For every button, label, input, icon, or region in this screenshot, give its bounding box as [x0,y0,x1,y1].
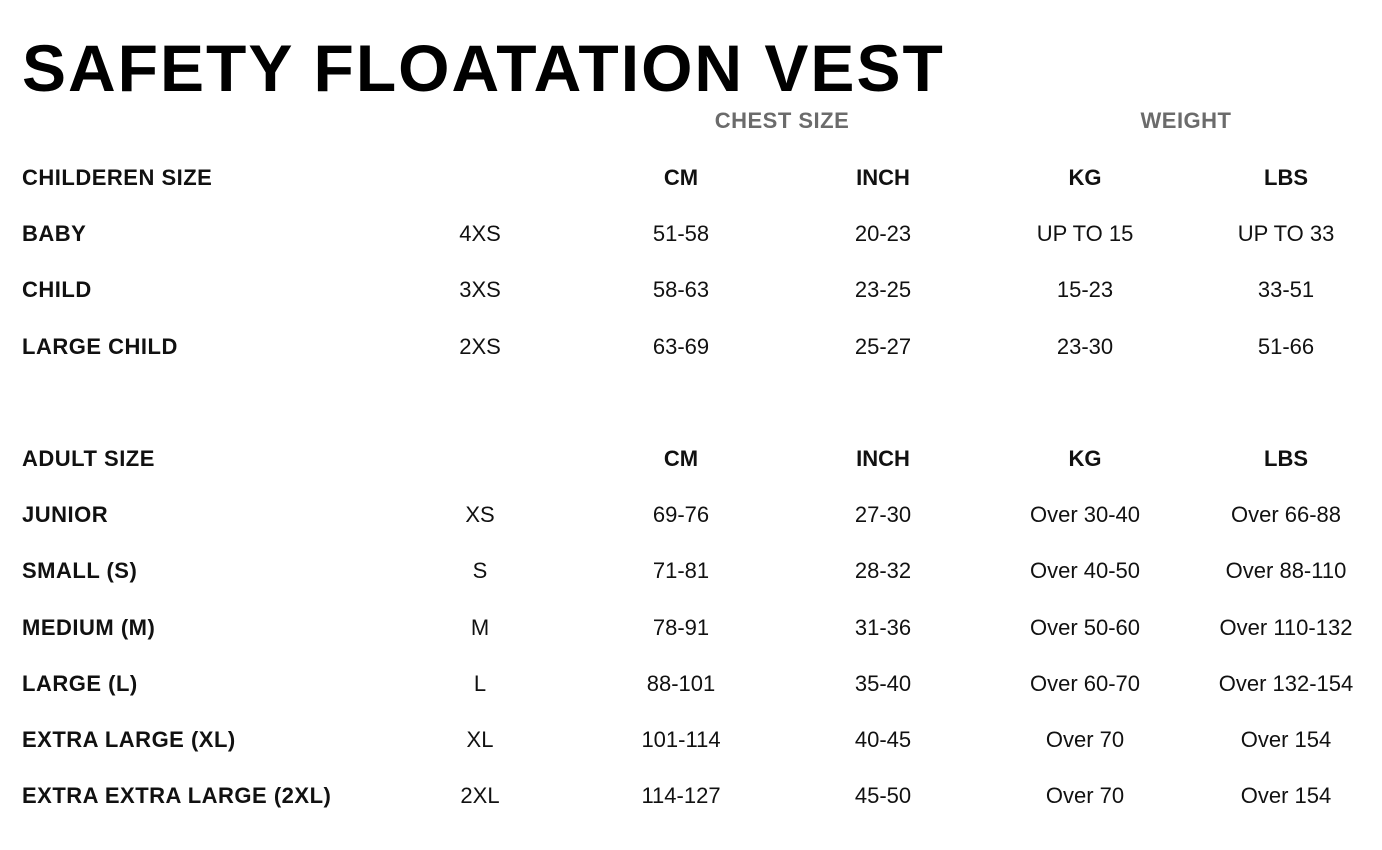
cell-size-code: 4XS [459,221,501,247]
table-header-row [0,150,1382,206]
header-chest-inch: INCH [856,446,910,471]
table-row [0,656,1382,712]
cell-chest-inch: 20-23 [854,221,912,247]
cell-size-code: 3XS [459,277,501,303]
cell-chest-cm: 88-101 [646,670,716,696]
header-size-name: ADULT SIZE [22,446,155,471]
cell-size-code: S [472,558,488,584]
cell-size-name: BABY [22,221,87,247]
cell-size-name: LARGE CHILD [22,333,178,359]
header-weight-kg: KG [1068,446,1102,471]
cell-chest-inch: 27-30 [854,502,912,528]
cell-size-code: 2XL [460,783,500,809]
cell-chest-cm: 114-127 [641,783,721,809]
cell-size-code: M [470,614,490,640]
cell-chest-cm: 51-58 [652,221,710,247]
cell-weight-kg: Over 40-50 [1029,558,1141,584]
cell-size-name: EXTRA EXTRA LARGE (2XL) [22,783,332,809]
cell-chest-cm: 63-69 [652,333,710,359]
cell-size-code: XS [465,502,495,528]
page-title: SAFETY FLOATATION VEST [22,31,945,105]
cell-size-name: JUNIOR [22,502,109,528]
table-row [0,600,1382,656]
cell-chest-inch: 23-25 [854,277,912,303]
cell-weight-lbs: UP TO 33 [1237,221,1335,247]
cell-chest-inch: 35-40 [854,670,912,696]
cell-weight-kg: Over 60-70 [1029,670,1141,696]
cell-weight-kg: 15-23 [1056,277,1114,303]
header-chest-cm: CM [663,446,699,471]
cell-weight-lbs: 33-51 [1257,277,1315,303]
cell-weight-lbs: Over 154 [1240,783,1332,809]
cell-chest-inch: 25-27 [854,333,912,359]
table-row [0,487,1382,543]
cell-weight-lbs: Over 110-132 [1219,614,1353,640]
cell-chest-cm: 78-91 [652,614,710,640]
cell-weight-kg: Over 30-40 [1029,502,1141,528]
header-chest-inch: INCH [856,165,910,190]
cell-size-name: LARGE (L) [22,670,138,696]
cell-weight-lbs: Over 154 [1240,727,1332,752]
cell-weight-kg: Over 70 [1045,727,1125,752]
header-size-name: CHILDEREN SIZE [22,165,213,190]
cell-chest-cm: 58-63 [652,277,710,303]
table-header-row [0,431,1382,487]
weight-group-header: WEIGHT [1140,108,1232,133]
table-row [0,262,1382,318]
cell-chest-cm: 69-76 [652,502,710,528]
cell-size-name: MEDIUM (M) [22,614,156,640]
table-row [0,543,1382,599]
cell-weight-lbs: Over 66-88 [1230,502,1342,528]
header-weight-kg: KG [1068,165,1102,190]
table-row [0,319,1382,375]
cell-weight-kg: Over 70 [1045,783,1125,809]
cell-weight-kg: Over 50-60 [1029,614,1141,640]
cell-chest-cm: 101-114 [641,727,721,752]
cell-chest-inch: 31-36 [854,614,912,640]
cell-size-code: L [473,670,487,696]
cell-chest-inch: 28-32 [854,558,912,584]
header-weight-lbs: LBS [1264,165,1308,190]
cell-size-code: XL [466,727,494,752]
cell-size-name: CHILD [22,277,92,303]
table-row [0,712,1382,768]
chest-size-group-header: CHEST SIZE [714,108,850,133]
cell-size-code: 2XS [459,333,501,359]
header-weight-lbs: LBS [1264,446,1308,471]
cell-weight-kg: 23-30 [1056,333,1114,359]
cell-weight-kg: UP TO 15 [1036,221,1134,247]
cell-chest-inch: 45-50 [854,783,912,809]
table-row [0,768,1382,824]
cell-size-name: EXTRA LARGE (XL) [22,727,236,752]
cell-size-name: SMALL (S) [22,558,138,584]
cell-weight-lbs: 51-66 [1257,333,1315,359]
cell-chest-cm: 71-81 [652,558,710,584]
header-chest-cm: CM [663,165,699,190]
cell-chest-inch: 40-45 [854,727,912,752]
cell-weight-lbs: Over 88-110 [1225,558,1347,584]
cell-weight-lbs: Over 132-154 [1218,670,1354,696]
table-row [0,206,1382,262]
